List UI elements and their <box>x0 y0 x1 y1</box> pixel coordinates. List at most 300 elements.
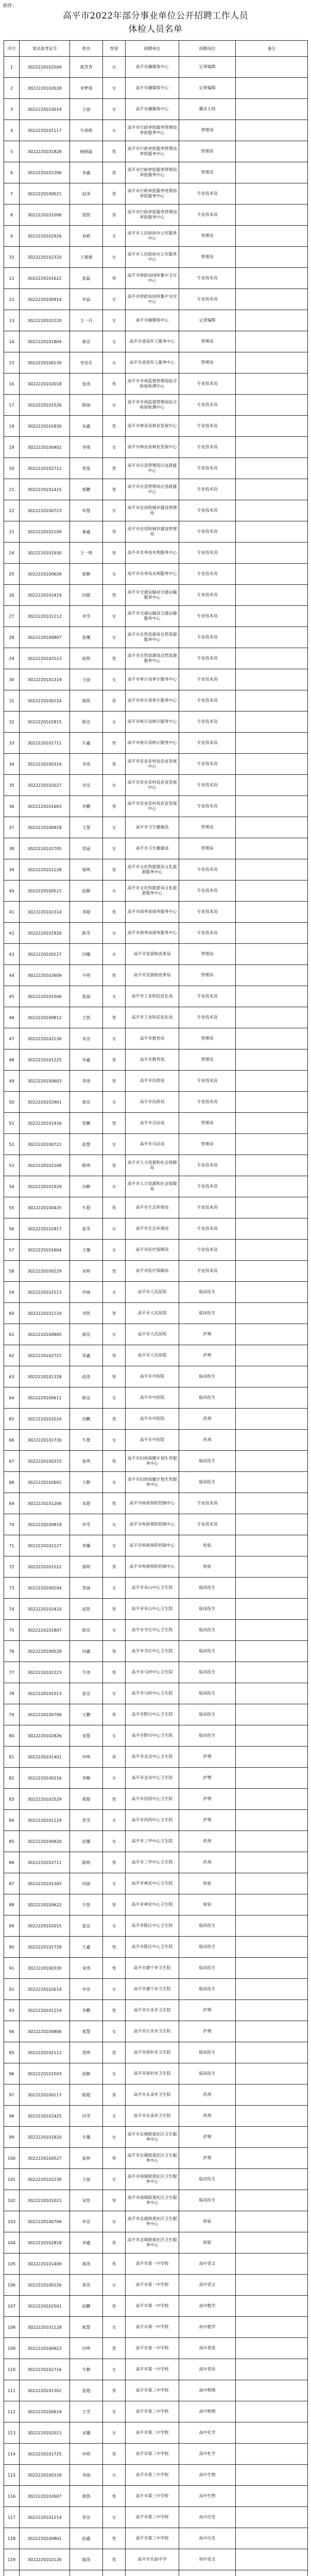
cell-ticket-number: 3022220102826 <box>20 1725 70 1747</box>
cell-remarks <box>236 1768 308 1789</box>
cell-index: 98 <box>4 2106 20 2127</box>
cell-remarks <box>236 374 308 395</box>
cell-index: 56 <box>4 1218 20 1240</box>
cell-index: 79 <box>4 1704 20 1725</box>
cell-name: 牛慧 <box>70 1430 103 1451</box>
cell-position: 专业技术岗 <box>179 437 236 458</box>
table-row <box>4 1113 308 1134</box>
table-row <box>4 690 308 711</box>
cell-position: 高中英语 <box>179 2338 236 2359</box>
cell-remarks <box>236 2169 308 2190</box>
cell-gender: 男 <box>103 1071 126 1092</box>
table-row <box>4 1155 308 1176</box>
cell-gender: 男 <box>103 458 126 479</box>
cell-index: 38 <box>4 838 20 859</box>
cell-position: 高中物理 <box>179 2401 236 2422</box>
cell-ticket-number: 3022220101506 <box>20 986 70 1007</box>
cell-name: 常俊 <box>70 458 103 479</box>
cell-index: 27 <box>4 606 20 627</box>
table-row <box>4 2000 308 2021</box>
cell-index: 49 <box>4 1071 20 1092</box>
cell-ticket-number: 3022220102126 <box>20 2549 70 2570</box>
cell-ticket-number: 3022220100315 <box>20 1451 70 1472</box>
cell-gender: 男 <box>103 416 126 437</box>
table-row <box>4 1282 308 1303</box>
cell-index: 4 <box>4 120 20 141</box>
cell-ticket-number: 3022220101415 <box>20 479 70 500</box>
cell-remarks <box>236 247 308 268</box>
cell-gender: 男 <box>103 1049 126 1071</box>
cell-ticket-number: 3022220102716 <box>20 2359 70 2380</box>
cell-name: 贾凯 <box>70 205 103 226</box>
cell-position: 护理 <box>179 1747 236 1768</box>
cell-name: 陈丽 <box>70 395 103 416</box>
cell-ticket-number: 3022220102127 <box>20 1535 70 1556</box>
cell-position: 临床医生 <box>179 1387 236 1409</box>
cell-name: 宋涛 <box>70 1958 103 1979</box>
cell-gender: 男 <box>103 1261 126 1282</box>
cell-name: 王鑫 <box>70 1937 103 1958</box>
cell-name: 陈涛 <box>70 2549 103 2570</box>
cell-index: 54 <box>4 1176 20 1197</box>
cell-position: 专业技术岗 <box>179 880 236 902</box>
cell-gender: 男 <box>103 733 126 754</box>
cell-employer: 高平市卫生健康局 <box>126 817 179 838</box>
table-row <box>4 1430 308 1451</box>
cell-position: 临床医生 <box>179 1683 236 1704</box>
cell-gender: 女 <box>103 1240 126 1261</box>
cell-gender: 男 <box>103 1493 126 1514</box>
cell-name: 王慧 <box>70 817 103 838</box>
cell-index: 26 <box>4 585 20 606</box>
cell-employer: 高平市融媒体中心 <box>126 57 179 78</box>
cell-name: 郭鹏 <box>70 479 103 500</box>
cell-name: 宋鑫 <box>70 416 103 437</box>
cell-position: 药剂 <box>179 1409 236 1430</box>
cell-gender: 男 <box>103 1155 126 1176</box>
cell-position: 专业技术岗 <box>179 289 236 310</box>
cell-index: 111 <box>4 2380 20 2401</box>
cell-employer: 高平市人民医院 <box>126 1345 179 1366</box>
cell-employer: 高平市生态环境局 <box>126 1218 179 1240</box>
table-row <box>4 2422 308 2444</box>
cell-employer: 高平市石末乡卫生院 <box>126 2021 179 2042</box>
cell-gender: 女 <box>103 2211 126 2232</box>
cell-ticket-number: 3022220101725 <box>20 2444 70 2465</box>
table-row <box>4 1218 308 1240</box>
title-line-2: 体检人员名单 <box>128 24 183 35</box>
cell-position: 高中生物 <box>179 2465 236 2486</box>
cell-ticket-number: 3022220100918 <box>20 817 70 838</box>
cell-name: 田丽 <box>70 1873 103 1894</box>
cell-position: 药剂 <box>179 1430 236 1451</box>
table-row <box>4 2486 308 2507</box>
cell-remarks <box>236 1176 308 1197</box>
cell-gender: 女 <box>103 310 126 331</box>
table-row <box>4 1556 308 1578</box>
table-row <box>4 162 308 183</box>
cell-name: 申明 <box>70 2444 103 2465</box>
cell-gender: 女 <box>103 944 126 965</box>
cell-gender: 女 <box>103 669 126 690</box>
cell-gender: 女 <box>103 57 126 78</box>
cell-index: 10 <box>4 247 20 268</box>
cell-gender: 男 <box>103 2338 126 2359</box>
cell-gender: 女 <box>103 1324 126 1345</box>
cell-ticket-number: 3022220102310 <box>20 247 70 268</box>
cell-ticket-number: 3022220101319 <box>20 669 70 690</box>
cell-gender: 女 <box>103 352 126 374</box>
table-row <box>4 1852 308 1873</box>
attachment-label: 附件： <box>3 4 18 9</box>
cell-remarks <box>236 395 308 416</box>
cell-gender: 女 <box>103 1979 126 2000</box>
cell-name: 常鑫 <box>70 1345 103 1366</box>
table-row <box>4 1197 308 1218</box>
cell-gender: 女 <box>103 1176 126 1197</box>
cell-ticket-number: 3022220100905 <box>20 1324 70 1345</box>
cell-index: 82 <box>4 1768 20 1789</box>
cell-remarks <box>236 1049 308 1071</box>
cell-index: 8 <box>4 205 20 226</box>
cell-employer: 高平市水务局水利服务中心 <box>126 564 179 585</box>
cell-employer: 高平市民政局 <box>126 1092 179 1113</box>
cell-index: 105 <box>4 2253 20 2275</box>
cell-index: 30 <box>4 669 20 690</box>
cell-remarks <box>236 1620 308 1641</box>
cell-name: 宋超 <box>70 1493 103 1514</box>
cell-ticket-number: 3022220100819 <box>20 1514 70 1535</box>
cell-index: 33 <box>4 733 20 754</box>
cell-employer: 高平市河西中心卫生院 <box>126 1789 179 1810</box>
cell-employer: 高平市财政局国库集中支付中心 <box>126 289 179 310</box>
cell-index: 35 <box>4 775 20 796</box>
cell-employer: 高平市三甲中心卫生院 <box>126 1852 179 1873</box>
cell-name: 牛超 <box>70 1197 103 1218</box>
table-row <box>4 1345 308 1366</box>
cell-name: 张佳 <box>70 1916 103 1937</box>
cell-position: 高中英语 <box>179 2359 236 2380</box>
cell-remarks <box>236 627 308 648</box>
cell-position: 高中历史 <box>179 2528 236 2549</box>
cell-name: 李涛 <box>70 754 103 775</box>
cell-remarks <box>236 521 308 543</box>
cell-remarks <box>236 268 308 289</box>
cell-remarks <box>236 1725 308 1747</box>
cell-remarks <box>236 690 308 711</box>
cell-gender: 男 <box>103 2253 126 2275</box>
cell-ticket-number: 3022220101225 <box>20 1049 70 1071</box>
table-row <box>4 880 308 902</box>
cell-gender: 男 <box>103 1007 126 1028</box>
cell-ticket-number: 3022220101711 <box>20 733 70 754</box>
cell-employer: 高平市住房和城乡建设管理局 <box>126 521 179 543</box>
cell-ticket-number: 3022220101930 <box>20 543 70 564</box>
cell-employer: 高平市中医院 <box>126 1409 179 1430</box>
cell-employer: 高平市林业局林业发展中心 <box>126 416 179 437</box>
cell-remarks <box>236 1134 308 1155</box>
header-gender: 性别 <box>103 41 126 57</box>
cell-remarks <box>236 1937 308 1958</box>
cell-gender: 男 <box>103 2000 126 2021</box>
cell-gender: 女 <box>103 78 126 99</box>
cell-index: 102 <box>4 2190 20 2211</box>
cell-gender: 女 <box>103 1578 126 1599</box>
cell-ticket-number: 3022220102015 <box>20 1916 70 1937</box>
cell-name: 杨晓磊 <box>70 141 103 162</box>
cell-index: 74 <box>4 1599 20 1620</box>
cell-remarks <box>236 2000 308 2021</box>
cell-ticket-number: 3022220102230 <box>20 2169 70 2190</box>
cell-name: 田鸣 <box>70 2338 103 2359</box>
cell-position: 专业技术岗 <box>179 690 236 711</box>
cell-ticket-number: 3022220100117 <box>20 2084 70 2106</box>
table-row <box>4 1071 308 1092</box>
cell-name: 赵璐 <box>70 1831 103 1852</box>
cell-position: 专业技术岗 <box>179 902 236 923</box>
cell-employer: 高平市应急管理局应急救援中心 <box>126 458 179 479</box>
table-row <box>4 226 308 247</box>
cell-position: 专业技术岗 <box>179 521 236 543</box>
cell-remarks <box>236 2317 308 2338</box>
cell-index: 71 <box>4 1535 20 1556</box>
cell-index: 108 <box>4 2317 20 2338</box>
cell-name: 张雪 <box>70 1218 103 1240</box>
cell-position: 检验 <box>179 1535 236 1556</box>
cell-ticket-number: 3022220101929 <box>20 1176 70 1197</box>
table-row <box>4 2444 308 2465</box>
table-row <box>4 395 308 416</box>
cell-employer: 高平市南城街道社区卫生服务中心 <box>126 2190 179 2211</box>
cell-employer: 高平市东城街道社区卫生服务中心 <box>126 2127 179 2148</box>
cell-employer: 高平市人民政府办公室服务中心 <box>126 247 179 268</box>
cell-name: 常鸣 <box>70 2042 103 2063</box>
cell-ticket-number: 3022220102206 <box>20 162 70 183</box>
cell-gender: 女 <box>103 986 126 1007</box>
cell-ticket-number <box>20 2570 70 2576</box>
cell-remarks <box>236 1345 308 1366</box>
cell-employer: 高平市司法局 <box>126 1134 179 1155</box>
cell-gender: 女 <box>103 1092 126 1113</box>
cell-index: 95 <box>4 2042 20 2063</box>
cell-position: 临床医生 <box>179 1303 236 1324</box>
cell-position: 高中语文 <box>179 2253 236 2275</box>
cell-index: 18 <box>4 416 20 437</box>
cell-index: 19 <box>4 437 20 458</box>
cell-index: 66 <box>4 1430 20 1451</box>
cell-ticket-number: 3022220100914 <box>20 289 70 310</box>
cell-name: 李梦瑶 <box>70 78 103 99</box>
cell-ticket-number: 3022220102721 <box>20 1345 70 1366</box>
cell-position: 临床医生 <box>179 1282 236 1303</box>
cell-index: 68 <box>4 1472 20 1493</box>
table-row <box>4 817 308 838</box>
cell-remarks <box>236 226 308 247</box>
cell-gender: 女 <box>103 1683 126 1704</box>
cell-ticket-number: 3022220101214 <box>20 2507 70 2528</box>
cell-index: 34 <box>4 754 20 775</box>
cell-gender: 男 <box>103 902 126 923</box>
cell-employer: 高平市马村中心卫生院 <box>126 1683 179 1704</box>
table-row <box>4 711 308 733</box>
cell-remarks <box>236 78 308 99</box>
table-row <box>4 1409 308 1430</box>
table-row <box>4 1979 308 2000</box>
cell-ticket-number: 3022220100226 <box>20 2275 70 2296</box>
cell-name: 陈佳 <box>70 1620 103 1641</box>
cell-employer: 高平市统计局统计服务中心 <box>126 711 179 733</box>
cell-index: 62 <box>4 1345 20 1366</box>
cell-name: 张鸣 <box>70 1451 103 1472</box>
cell-name: 宋璐 <box>70 2422 103 2444</box>
cell-ticket-number: 3022220101117 <box>20 120 70 141</box>
cell-gender: 男 <box>103 1599 126 1620</box>
cell-position: 护理 <box>179 1789 236 1810</box>
cell-employer: 高平市东城街道社区卫生服务中心 <box>126 2148 179 2169</box>
cell-index: 96 <box>4 2063 20 2084</box>
cell-name: 赵凯 <box>70 1599 103 1620</box>
cell-index: 39 <box>4 859 20 880</box>
cell-employer: 高平市融媒体中心 <box>126 310 179 331</box>
cell-index: 118 <box>4 2528 20 2549</box>
cell-position: 护理 <box>179 2148 236 2169</box>
cell-ticket-number: 3022220100923 <box>20 2338 70 2359</box>
cell-index: 12 <box>4 289 20 310</box>
table-row <box>4 2211 308 2232</box>
header-ticket-number: 笔试准考证号 <box>20 41 70 57</box>
cell-name: 申佳 <box>70 1979 103 2000</box>
cell-name: 赵泽 <box>70 183 103 205</box>
candidate-table-wrap <box>4 40 307 2576</box>
cell-gender: 男 <box>103 1747 126 1768</box>
cell-name: 申丽 <box>70 1282 103 1303</box>
cell-name: 田鹏 <box>70 1409 103 1430</box>
cell-position: 管理岗 <box>179 1134 236 1155</box>
cell-gender: 男 <box>103 543 126 564</box>
cell-ticket-number: 3022220102223 <box>20 1662 70 1683</box>
cell-gender: 男 <box>103 183 126 205</box>
cell-employer: 高平市交通运输局交通运输服务中心 <box>126 585 179 606</box>
table-row <box>4 606 308 627</box>
cell-ticket-number: 3022220100527 <box>20 2148 70 2169</box>
table-row <box>4 2190 308 2211</box>
cell-position <box>179 2570 236 2576</box>
cell-remarks <box>236 2380 308 2401</box>
cell-ticket-number: 3022220102607 <box>20 2486 70 2507</box>
cell-ticket-number: 3022220102830 <box>20 416 70 437</box>
cell-index: 67 <box>4 1451 20 1472</box>
cell-index: 53 <box>4 1155 20 1176</box>
cell-remarks <box>236 1092 308 1113</box>
cell-ticket-number: 3022220102815 <box>20 711 70 733</box>
cell-gender: 男 <box>103 2232 126 2253</box>
cell-name: 陈鸣 <box>70 1155 103 1176</box>
cell-name: 刘莉 <box>70 226 103 247</box>
cell-index: 46 <box>4 1007 20 1028</box>
cell-gender: 男 <box>103 2444 126 2465</box>
table-row <box>4 2380 308 2401</box>
cell-employer: 高平市北城街道社区卫生服务中心 <box>126 2211 179 2232</box>
cell-index: 112 <box>4 2401 20 2422</box>
cell-index: 13 <box>4 310 20 331</box>
cell-gender: 女 <box>103 1514 126 1535</box>
cell-remarks <box>236 1852 308 1873</box>
cell-ticket-number: 3022220101219 <box>20 2000 70 2021</box>
table-row <box>4 1472 308 1493</box>
table-row <box>4 1028 308 1049</box>
cell-employer: 高平市第二中学校 <box>126 2444 179 2465</box>
cell-gender: 女 <box>103 2106 126 2127</box>
cell-position: 专业技术岗 <box>179 627 236 648</box>
cell-remarks <box>236 2021 308 2042</box>
cell-position: 管理岗 <box>179 331 236 352</box>
cell-name: 郭涛 <box>70 2253 103 2275</box>
table-row <box>4 648 308 669</box>
table-row <box>4 2042 308 2063</box>
cell-remarks <box>236 923 308 944</box>
cell-position: 临床医生 <box>179 1620 236 1641</box>
cell-ticket-number: 3022220102314 <box>20 902 70 923</box>
cell-remarks <box>236 2148 308 2169</box>
header-index: 序号 <box>4 41 20 57</box>
cell-position: 管理岗 <box>179 944 236 965</box>
cell-gender: 男 <box>103 648 126 669</box>
table-row <box>4 247 308 268</box>
cell-remarks <box>236 1747 308 1768</box>
cell-index: 64 <box>4 1387 20 1409</box>
cell-position: 检验 <box>179 1894 236 1916</box>
cell-employer: 高平市财政局国库集中支付中心 <box>126 268 179 289</box>
cell-name: 牛雨萌 <box>70 120 103 141</box>
cell-gender: 女 <box>103 1873 126 1894</box>
cell-name: 申佳 <box>70 2211 103 2232</box>
cell-position: 专业技术岗 <box>179 543 236 564</box>
cell-position: 专业技术岗 <box>179 733 236 754</box>
cell-ticket-number: 3022220102712 <box>20 458 70 479</box>
cell-name: 陈佳 <box>70 1387 103 1409</box>
cell-gender: 男 <box>103 2549 126 2570</box>
cell-remarks <box>236 1704 308 1725</box>
cell-position: 专业技术岗 <box>179 1176 236 1197</box>
table-row <box>4 1789 308 1810</box>
cell-gender: 男 <box>103 1197 126 1218</box>
cell-position: 管理岗 <box>179 141 236 162</box>
cell-ticket-number: 3022220102410 <box>20 1599 70 1620</box>
cell-gender: 男 <box>103 754 126 775</box>
cell-ticket-number: 3022220101128 <box>20 2317 70 2338</box>
cell-index: 16 <box>4 374 20 395</box>
cell-gender: 女 <box>103 1810 126 1831</box>
cell-remarks <box>236 2528 308 2549</box>
cell-ticket-number: 3022220101021 <box>20 2190 70 2211</box>
cell-gender: 女 <box>103 1218 126 1240</box>
candidate-table <box>4 40 308 2576</box>
cell-remarks <box>236 902 308 923</box>
cell-position: 专业技术岗 <box>179 395 236 416</box>
cell-index: 58 <box>4 1261 20 1282</box>
cell-employer: 高平市自然资源局自然资源服务中心 <box>126 648 179 669</box>
table-row <box>4 2127 308 2148</box>
cell-index: 21 <box>4 479 20 500</box>
cell-remarks <box>236 796 308 817</box>
table-row <box>4 965 308 986</box>
cell-position: 药剂 <box>179 1852 236 1873</box>
cell-index: 6 <box>4 162 20 183</box>
cell-remarks <box>236 564 308 585</box>
table-row <box>4 1451 308 1472</box>
table-row <box>4 1916 308 1937</box>
cell-employer: 高平市实验中学 <box>126 2549 179 2570</box>
